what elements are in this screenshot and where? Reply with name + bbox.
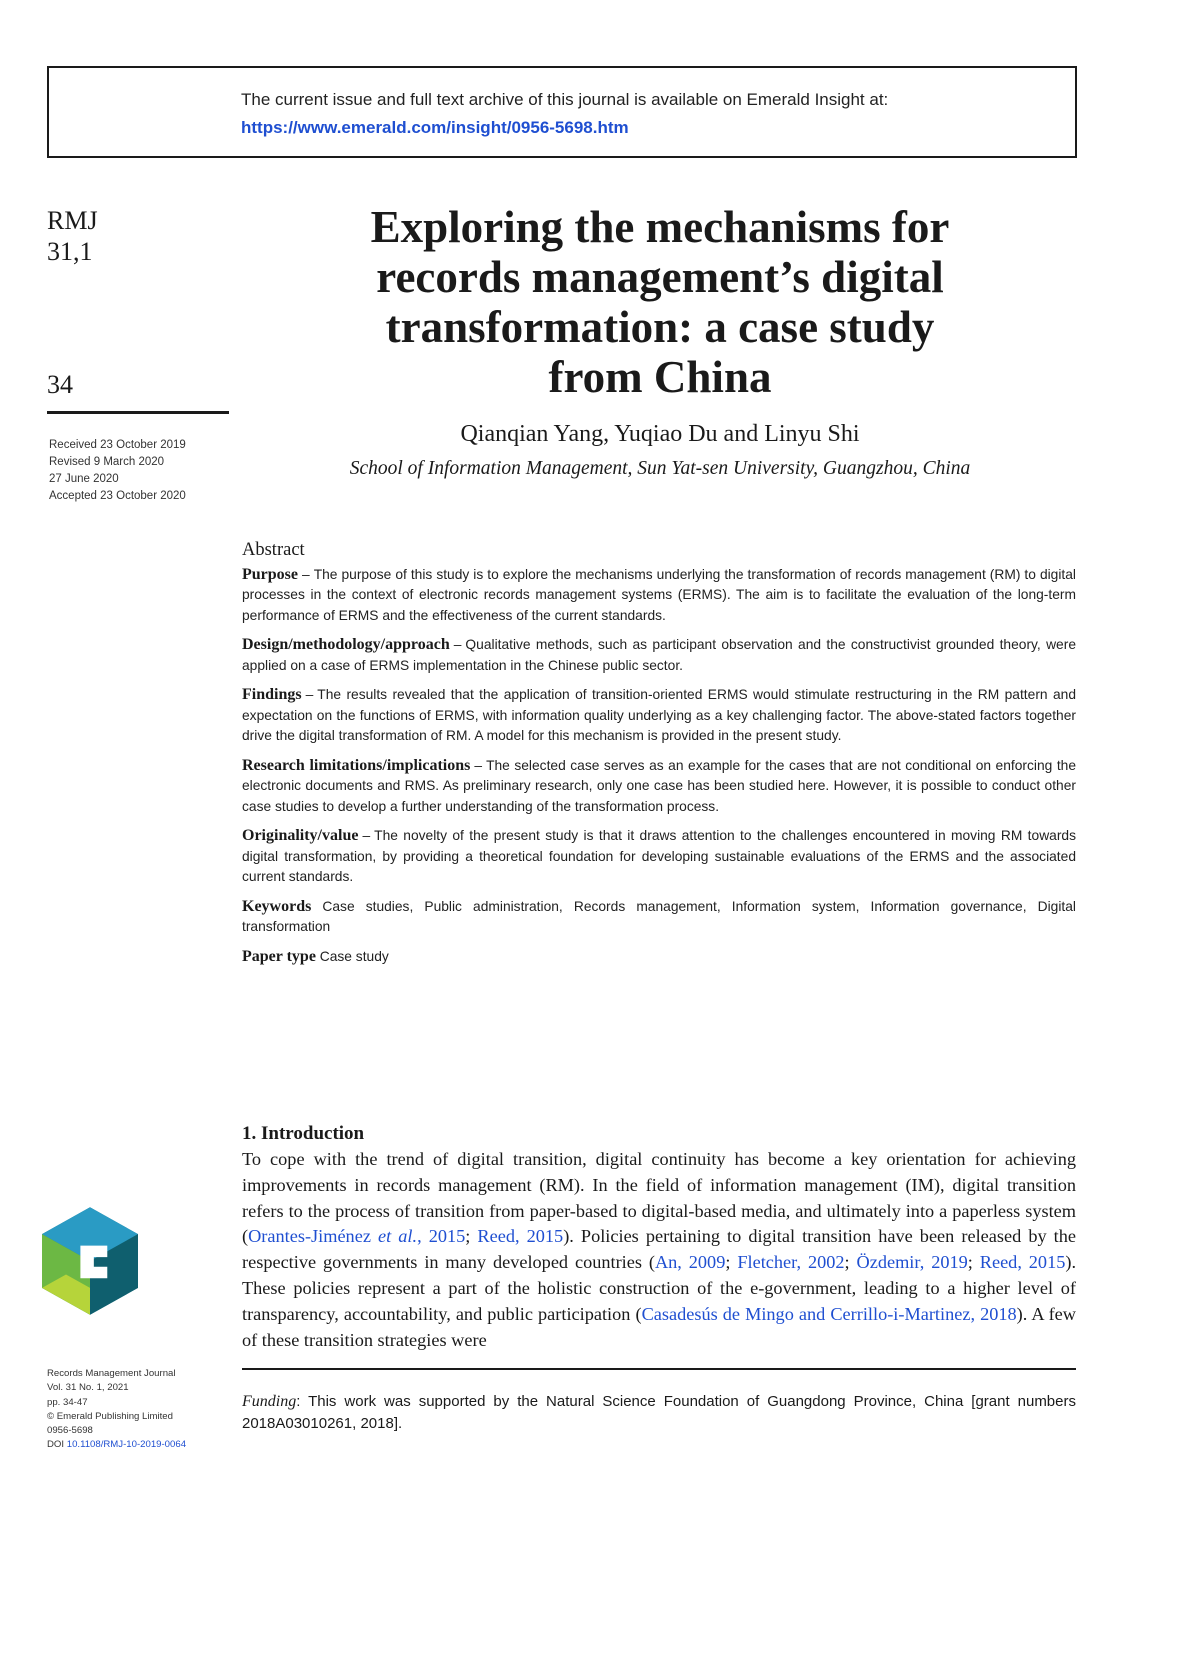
citation-etal: et al.: [378, 1226, 418, 1247]
intro-text: ). These policies represent a part of the holistic construction of the e-government, leading to a higher level of transparency, accountability, and public participation (: [242, 1252, 1077, 1324]
citation-text: Orantes-Jiménez: [248, 1226, 378, 1247]
date-received: Received 23 October 2019: [49, 439, 186, 451]
intro-text: ). Policies pertaining to digital transition have been released by the respective governments in many developed countries (: [242, 1226, 1076, 1273]
findings-label: Findings: [242, 686, 302, 703]
keywords-text: Case studies, Public administration, Records management, Information system, Information governance, Digital transformation: [242, 898, 1076, 934]
design-label: Design/methodology/approach: [242, 636, 450, 653]
footnote-divider: [242, 1368, 1076, 1370]
purpose-label: Purpose: [242, 565, 298, 583]
title-line: records management’s digital: [376, 252, 944, 302]
journal-pages: pp. 34-47: [47, 1396, 88, 1408]
abstract-section: [242, 540, 1076, 976]
dash: –: [362, 828, 371, 843]
title-line: transformation: a case study: [385, 302, 935, 352]
originality-text: The novelty of the present study is that it draws attention to the challenges encountered in moving RM towards digital transformation, by providing a theoretical foundation for developing sustainable evaluations of the ERMS and the associated current standards.: [242, 828, 1076, 884]
article-title: [262, 202, 1058, 402]
abstract-originality: [242, 826, 1076, 888]
intro-text: ). A few of these transition strategies were: [242, 1303, 1076, 1350]
journal-volume: 31,1: [47, 237, 93, 266]
design-text: Qualitative methods, such as participant observation and the constructivist grounded theory, were applied on a case of ERMS implementation in the Chinese public sector.: [242, 637, 1076, 673]
dash: –: [305, 687, 314, 702]
citation-separator: ;: [967, 1252, 980, 1273]
keywords-label: Keywords: [242, 897, 312, 915]
citation-link[interactable]: Casadesús de Mingo and Cerrillo-i-Martinez, 2018: [641, 1303, 1017, 1324]
journal-name: Records Management Journal: [47, 1368, 176, 1379]
abstract-purpose: [242, 565, 1076, 627]
emerald-logo-icon: [42, 1207, 138, 1315]
citation-year: , 2015: [417, 1226, 466, 1247]
access-notice-text: The current issue and full text archive of this journal is available on Emerald Insight at:: [241, 90, 889, 109]
dash: –: [474, 757, 483, 773]
purpose-text: The purpose of this study is to explore the mechanisms underlying the transformation of records management (RM) to digital processes in the context of electronic records management systems (ERMS). The aim is to facilitate the evaluation of the long-term performance of ERMS and the effectiveness of the current standards.: [242, 566, 1076, 623]
author-list: Qianqian Yang, Yuqiao Du and Linyu Shi: [460, 421, 860, 447]
paper-type-label: Paper type: [242, 947, 316, 965]
citation-link[interactable]: An, 2009: [654, 1252, 726, 1273]
introduction-paragraph: [242, 1147, 1076, 1353]
date-revised: Revised 9 March 2020: [49, 456, 165, 468]
abstract-research-limitations: [242, 756, 1076, 818]
citation-separator: ;: [725, 1252, 738, 1273]
journal-citation-info: [47, 1367, 186, 1453]
abstract-heading: Abstract: [242, 540, 305, 560]
citation-link[interactable]: [248, 1226, 465, 1246]
dash: –: [453, 637, 462, 652]
citation-link[interactable]: Fletcher, 2002: [737, 1252, 845, 1273]
journal-url-link[interactable]: https://www.emerald.com/insight/0956-5698.htm: [241, 118, 629, 137]
journal-abbreviation: [47, 205, 98, 267]
citation-link[interactable]: Özdemir, 2019: [856, 1252, 968, 1273]
paper-type-text: Case study: [319, 948, 389, 964]
abstract-paper-type: [242, 947, 1076, 968]
journal-copyright: © Emerald Publishing Limited: [47, 1410, 173, 1422]
journal-volume-issue: Vol. 31 No. 1, 2021: [47, 1382, 129, 1394]
author-affiliation: School of Information Management, Sun Yat-sen University, Guangzhou, China: [349, 458, 971, 479]
journal-abbr-text: RMJ: [47, 206, 98, 235]
originality-label: Originality/value: [242, 827, 359, 844]
article-dates: [49, 437, 186, 505]
journal-doi: [47, 1438, 186, 1452]
citation-separator: ;: [465, 1226, 478, 1247]
margin-divider: [47, 411, 229, 414]
abstract-design: [242, 635, 1076, 676]
introduction-section: [242, 1121, 1076, 1353]
funding-label: Funding: [242, 1393, 297, 1410]
date-revised-2: 27 June 2020: [49, 473, 119, 485]
citation-link[interactable]: Reed, 2015: [477, 1226, 564, 1247]
introduction-heading: 1. Introduction: [242, 1123, 365, 1144]
research-text: The selected case serves as an example for the cases that are not conditional on enforcing the electronic documents and RMS. As preliminary research, only one case has been studied here. However, it is possible to conduct other case studies to develop a further understanding of the transformation process.: [242, 757, 1077, 814]
intro-text: To cope with the trend of digital transition, digital continuity has become a key orientation for achieving improvements in records management (RM). In the field of information management (IM), digital transition refers to the process of transition from paper-based to digital-based media, and ultimately into a paperless system (: [242, 1149, 1076, 1247]
doi-label: DOI: [47, 1439, 67, 1451]
abstract-keywords: [242, 897, 1076, 938]
citation-separator: ;: [844, 1252, 857, 1273]
page-number: 34: [47, 370, 73, 399]
doi-link[interactable]: 10.1108/RMJ-10-2019-0064: [66, 1439, 187, 1451]
title-line: Exploring the mechanisms for: [370, 202, 950, 252]
access-notice-box: [47, 66, 1077, 158]
citation-link[interactable]: Reed, 2015: [979, 1252, 1066, 1273]
research-label: Research limitations/implications: [242, 756, 471, 774]
dash: –: [302, 566, 310, 582]
date-accepted: Accepted 23 October 2020: [49, 490, 186, 502]
journal-issn: 0956-5698: [47, 1425, 93, 1437]
findings-text: The results revealed that the application of transition-oriented ERMS would stimulate restructuring in the RM pattern and expectation on the functions of ERMS, with information quality underlying as a key challenging factor. The above-stated factors together drive the digital transformation of RM. A model for this mechanism is provided in the present study.: [242, 687, 1076, 743]
funding-text: : This work was supported by the Natural Science Foundation of Guangdong Province, China [grant numbers 2018A03010261, 2018].: [242, 1393, 1076, 1432]
abstract-findings: [242, 685, 1076, 747]
funding-footnote: [242, 1391, 1076, 1435]
title-line: from China: [548, 352, 772, 402]
